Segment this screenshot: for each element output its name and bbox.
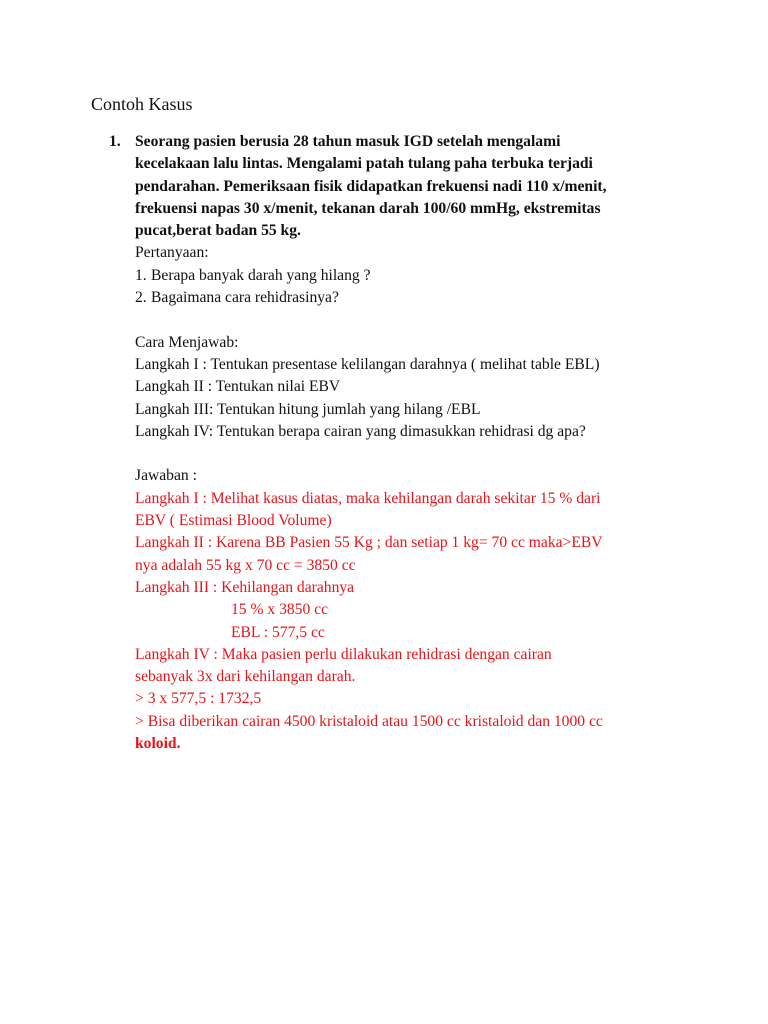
question-item-number: 2. [135,289,147,307]
case-stem-line: pucat,berat badan 55 kg. [135,222,301,240]
question-item [135,287,695,309]
questions-list [135,265,695,310]
method-step: Langkah IV: Tentukan berapa cairan yang dimasukkan rehidrasi dg apa? [135,422,586,440]
case-number: 1. [109,133,121,150]
answer-body [135,488,695,756]
case-stem-line: kecelakaan lalu lintas. Mengalami patah tulang paha terbuka terjadi [135,155,593,173]
case-stem-line: frekuensi napas 30 x/menit, tekanan darah 100/60 mmHg, ekstremitas [135,199,601,217]
answer-line: Langkah II : Karena BB Pasien 55 Kg ; dan setiap 1 kg= 70 cc maka>EBV [135,534,603,552]
answer-line: > 3 x 577,5 : 1732,5 [135,690,262,708]
method-step: Langkah II : Tentukan nilai EBV [135,378,341,396]
answer-line: sebanyak 3x dari kehilangan darah. [135,668,356,686]
method-steps [135,354,695,443]
answer-line-indented: EBL : 577,5 cc [231,623,325,641]
document-heading: Contoh Kasus [91,94,193,114]
answer-line: Langkah IV : Maka pasien perlu dilakukan rehidrasi dengan cairan [135,645,552,663]
question-item [135,265,695,287]
case-stem-line: Seorang pasien berusia 28 tahun masuk IGD setelah mengalami [135,133,561,150]
method-step: Langkah I : Tentukan presentase kelilangan darahnya ( melihat table EBL) [135,355,600,373]
answer-line: koloid. [135,735,181,753]
questions-label: Pertanyaan: [135,244,209,262]
case-stem-line: pendarahan. Pemeriksaan fisik didapatkan frekuensi nadi 110 x/menit, [135,177,607,195]
blank-line [135,443,695,465]
case-stem [135,131,695,242]
case-item [109,131,695,755]
question-item-text: Berapa banyak darah yang hilang ? [151,266,371,284]
answer-line: EBV ( Estimasi Blood Volume) [135,512,332,530]
question-item-text: Bagaimana cara rehidrasinya? [151,289,339,307]
answer-line: Langkah I : Melihat kasus diatas, maka kehilangan darah sekitar 15 % dari [135,489,601,507]
blank-line [135,309,695,331]
answer-line-indented: 15 % x 3850 cc [231,601,329,619]
answer-line: > Bisa diberikan cairan 4500 kristaloid atau 1500 cc kristaloid dan 1000 cc [135,712,603,730]
answer-line: nya adalah 55 kg x 70 cc = 3850 cc [135,556,356,574]
method-step: Langkah III: Tentukan hitung jumlah yang hilang /EBL [135,400,481,418]
question-item-number: 1. [135,266,147,284]
answer-label: Jawaban : [135,467,197,485]
answer-line: Langkah III : Kehilangan darahnya [135,578,355,596]
method-label: Cara Menjawab: [135,333,239,351]
